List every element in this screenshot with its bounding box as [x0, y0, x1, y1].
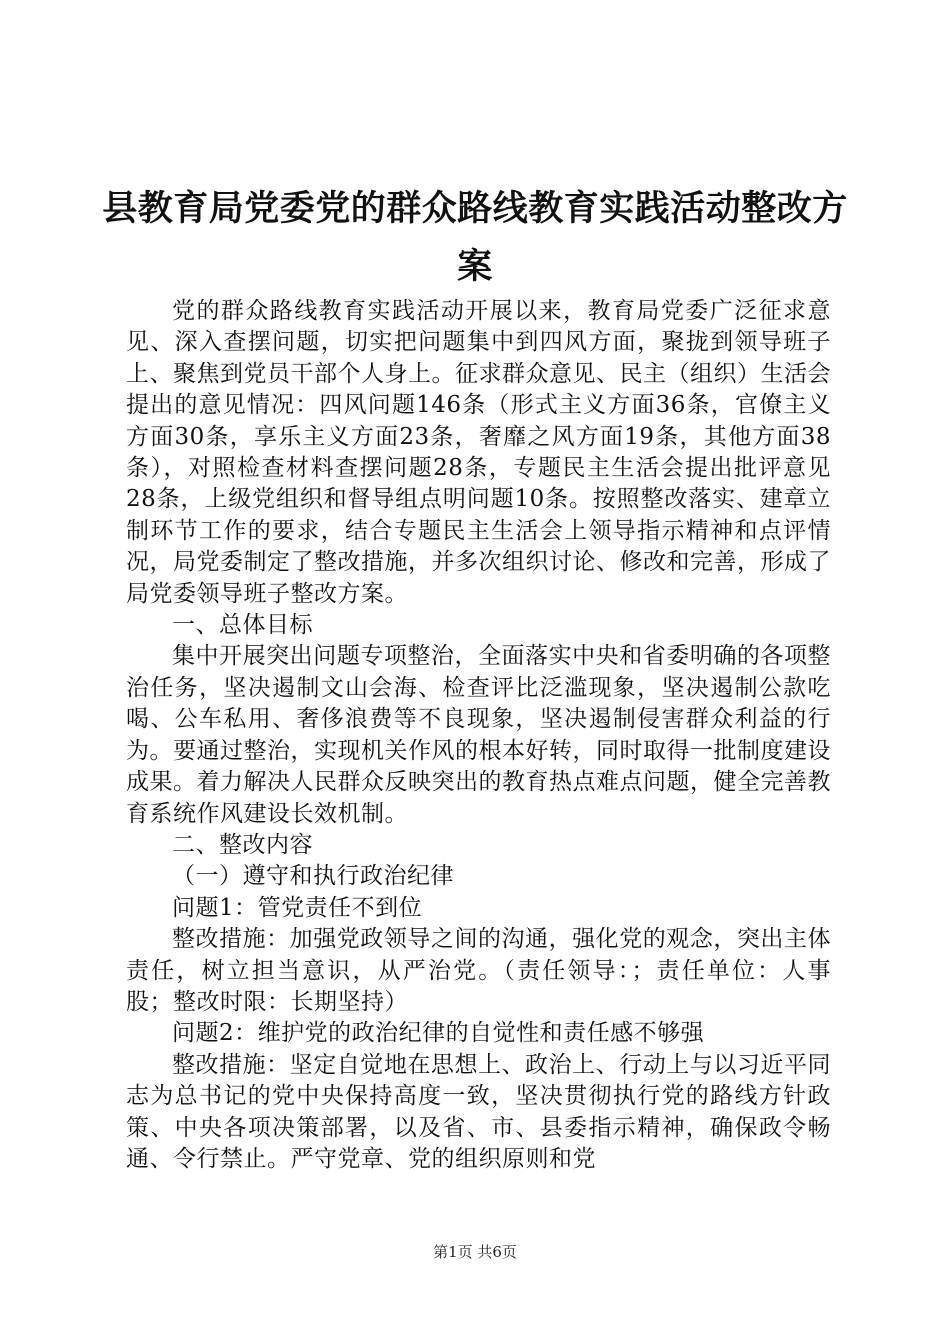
- problem-heading: 问题2：维护党的政治纪律的自觉性和责任感不够强: [172, 1020, 705, 1047]
- section-heading: 二、整改内容: [172, 831, 313, 858]
- page-number-footer: 第1页 共6页: [433, 1243, 517, 1261]
- body-paragraph: 集中开展突出问题专项整治，全面落实中央和省委明确的各项整治任务，坚决遏制文山会海、检查评比泛滥现象，坚决遏制公款吃喝、公车私用、奢侈浪费等不良现象，坚决遏制侵害群众利益的行为。要通过整治，实现机关作风的根本好转，同时取得一批制度建设成果。着力解决人民群众反映突出的教育热点难点问题，健全完善教育系统作风建设长效机制。: [126, 643, 831, 827]
- document-body: [126, 296, 831, 1175]
- subsection-heading: （一）遵守和执行政治纪律: [172, 863, 454, 890]
- section-heading: 一、总体目标: [172, 612, 313, 639]
- measure-paragraph: 整改措施：加强党政领导之间的沟通，强化党的观念，突出主体责任，树立担当意识，从严治党。（责任领导：；责任单位：人事股；整改时限：长期坚持）: [126, 926, 831, 1015]
- measure-paragraph: 整改措施：坚定自觉地在思想上、政治上、行动上与以习近平同志为总书记的党中央保持高度一致，坚决贯彻执行党的路线方针政策、中央各项决策部署，以及省、市、县委指示精神，确保政令畅通、令行禁止。严守党章、党的组织原则和党: [126, 1051, 831, 1172]
- document-title: 县教育局党委党的群众路线教育实践活动整改方案: [102, 188, 848, 287]
- intro-paragraph: 党的群众路线教育实践活动开展以来，教育局党委广泛征求意见、深入查摆问题，切实把问题集中到四风方面，聚拢到领导班子上、聚焦到党员干部个人身上。征求群众意见、民主（组织）生活会提出的意见情况：四风问题146条（形式主义方面36条，官僚主义方面30条，享乐主义方面23条，奢靡之风方面19条，其他方面38条），对照检查材料查摆问题28条，专题民主生活会提出批评意见28条，上级党组织和督导组点明问题10条。按照整改落实、建章立制环节工作的要求，结合专题民主生活会上领导指示精神和点评情况，局党委制定了整改措施，并多次组织讨论、修改和完善，形成了局党委领导班子整改方案。: [126, 298, 831, 607]
- problem-heading: 问题1：管党责任不到位: [172, 894, 423, 921]
